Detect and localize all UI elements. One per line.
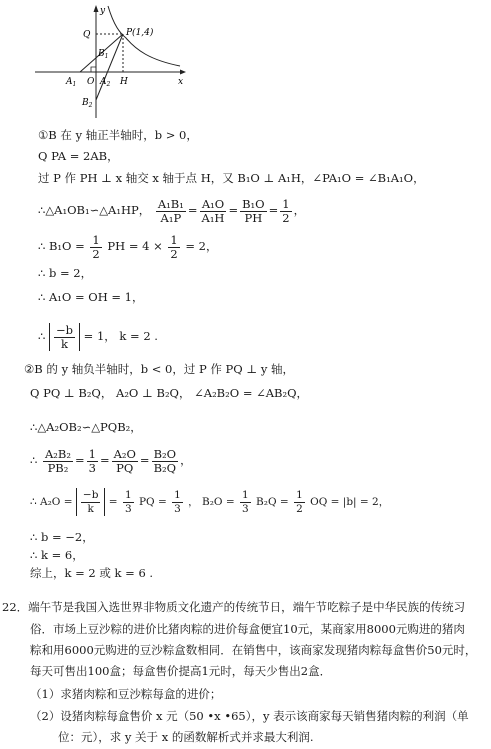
text-line-8: ∴ $\frac{-b}{k}$ = 1， k = 2 . [38,323,158,352]
q-label: Q [83,30,91,40]
p-label: P(1,4) [126,28,154,38]
fraction: $\frac{1}{2}$ [282,196,290,225]
b1-label: $B_1$ [98,49,109,60]
h-label: H [120,77,128,87]
b2-label: $B_2$ [82,98,93,109]
text-line-14: ∴ b = −2， [30,530,94,544]
question-22-line-1: 22．端午节是我国入选世界非物质文化遗产的传统节日，端午节吃粽子是中华民族的传统习 [2,600,466,614]
question-22-line-3: 粽和用6000元购进的豆沙粽盒数相同．在销售中，该商家发现猪肉粽每盒售价50元时， [30,643,477,657]
similar-statement: ∴△A₁OB₁∽△A₁HP， [38,203,151,217]
question-22-part-2: （2）设猪肉粽每盒售价 x 元（50 •x •65），y 表示该商家每天销售猪肉粽的利润（单 [30,709,469,723]
text-line-2: Q PA = 2AB， [38,149,119,163]
a1-label: $A_1$ [66,77,77,88]
fraction: $\frac{\text{B₁O}}{PH}$ [242,196,265,225]
question-22-line-4: 每天可售出100盒；每盒售价提高1元时，每天少售出2盒． [30,664,332,678]
question-22-line-2: 俗．市场上豆沙粽的进价比猪肉粽的进价每盒便宜10元，某商家用8000元购进的猪肉 [30,622,465,636]
a2-label: $A_2$ [100,77,111,88]
text-line-7: ∴ A₁O = OH = 1， [38,290,144,304]
question-22-part-1: （1）求猪肉粽和豆沙粽每盒的进价； [30,687,222,701]
coordinate-figure [30,0,190,120]
text-line-10: Q PQ ⊥ B₂Q， A₂O ⊥ B₂Q， ∠A₂B₂O = ∠AB₂Q， [30,386,309,400]
text-line-4: ∴△A₁OB₁∽△A₁HP， $\frac{\text{A₁B₁}}{\text{A₁P}}$ = $\frac{\text{A₁O}}{\text{A₁H}}$ = $\frac{\text{B₁O}}{PH}$ = $\frac{1}{2}$ ， [38,196,306,225]
fraction: $\frac{\text{A₁O}}{\text{A₁H}}$ [201,196,225,225]
text-line-13: ∴ A₂O = $\frac{-b}{k}$ = $\frac{1}{3}$ PQ = $\frac{1}{3}$ ， B₂O = $\frac{1}{3}$ B₂Q = $\frac{1}{2}$ OQ = |b| = 2， [30,488,390,515]
text-line-6: ∴ b = 2， [38,266,93,280]
y-axis-label: y [100,6,106,16]
x-axis-label: x [178,77,184,87]
text-line-11: ∴△A₂OB₂∽△PQB₂， [30,420,142,434]
x-axis-arrow [180,70,186,75]
text-line-16: 综上，k = 2 或 k = 6 . [30,566,154,580]
line-b2-p [96,34,123,100]
text-line-1: ①B 在 y 轴正半轴时，b > 0， [38,128,198,142]
right-angle-mark [91,67,96,72]
text-line-5: ∴ B₁O = $\frac{1}{2}$ PH = 4 × $\frac{1}{2}$ = 2， [38,232,218,261]
text-line-3: 过 P 作 PH ⊥ x 轴交 x 轴于点 H，又 B₁O ⊥ A₁H，∠PA₁O = ∠B₁A₁O， [38,171,425,185]
text-line-15: ∴ k = 6， [30,548,84,562]
y-axis-arrow [94,5,99,12]
text-line-12: ∴ $\frac{\text{A₂B₂}}{\text{PB₂}}$ = $\frac{1}{3}$ = $\frac{\text{A₂O}}{PQ}$ = $\frac{\text{B₂O}}{\text{B₂Q}}$ ， [30,446,192,475]
question-22-part-2-cont: 位：元），求 y 关于 x 的函数解析式并求最大利润. [58,730,314,744]
text-line-9: ②B 的 y 轴负半轴时，b < 0，过 P 作 PQ ⊥ y 轴， [24,362,294,376]
absolute-value: $\frac{-b}{k}$ [49,323,80,352]
fraction: $\frac{\text{A₁B₁}}{\text{A₁P}}$ [157,196,184,225]
o-label: O [87,77,95,87]
